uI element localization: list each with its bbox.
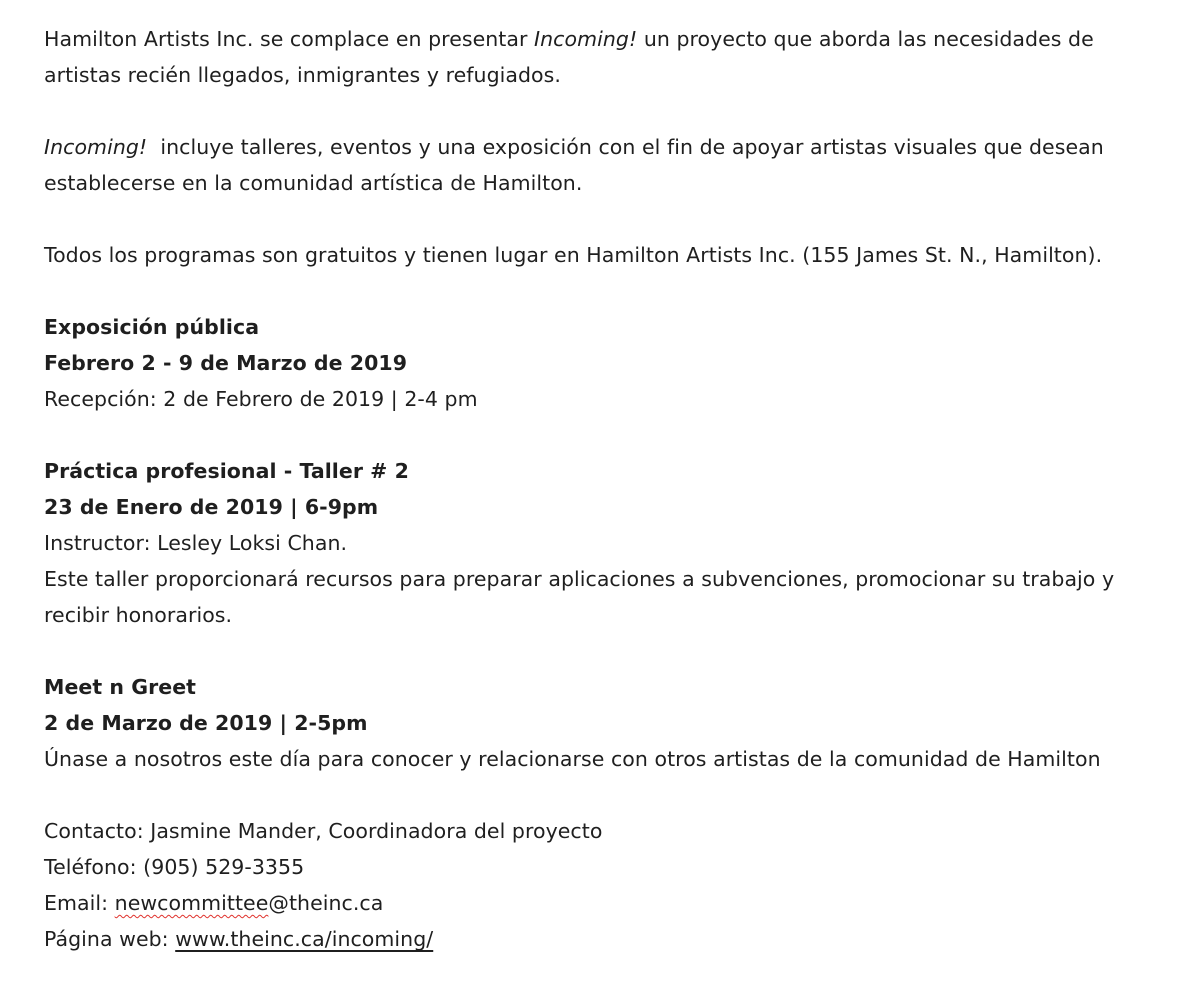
exhibition-reception: Recepción: 2 de Febrero de 2019 | 2-4 pm — [44, 387, 478, 411]
exhibition-title: Exposición pública — [44, 315, 260, 339]
email-label: Email: — [44, 891, 115, 915]
meet-title: Meet n Greet — [44, 675, 197, 699]
contact-person: Contacto: Jasmine Mander, Coordinadora del proyecto — [44, 819, 603, 843]
project-name-italic: Incoming! — [44, 135, 148, 159]
workshop-description-line: Este taller proporcionará recursos para preparar aplicaciones a subvenciones, promocionar su trabajo y — [44, 567, 1115, 591]
workshop-date: 23 de Enero de 2019 | 6-9pm — [44, 495, 379, 519]
web-link[interactable]: www.theinc.ca/incoming/ — [175, 927, 434, 951]
exhibition-dates: Febrero 2 - 9 de Marzo de 2019 — [44, 351, 408, 375]
blank-line — [44, 417, 1164, 453]
document-body — [44, 21, 1164, 957]
workshop-title: Práctica profesional - Taller # 2 — [44, 459, 409, 483]
meet-description: Únase a nosotros este día para conocer y relacionarse con otros artistas de la comunidad de Hamilton — [44, 747, 1101, 771]
intro-text: Hamilton Artists Inc. se complace en presentar — [44, 27, 535, 51]
program-paragraph-line: establecerse en la comunidad artística de Hamilton. — [44, 171, 583, 195]
web-label: Página web: — [44, 927, 176, 951]
email-user-spellcheck[interactable]: newcommittee — [114, 891, 269, 915]
blank-line — [44, 633, 1164, 669]
blank-line — [44, 93, 1164, 129]
workshop-instructor: Instructor: Lesley Loksi Chan. — [44, 531, 348, 555]
intro-text: un proyecto que aborda las necesidades de — [637, 27, 1094, 51]
intro-paragraph-line: artistas recién llegados, inmigrantes y refugiados. — [44, 63, 561, 87]
meet-date: 2 de Marzo de 2019 | 2-5pm — [44, 711, 368, 735]
project-name-italic: Incoming! — [534, 27, 638, 51]
email-domain[interactable]: @theinc.ca — [268, 891, 384, 915]
program-text: incluye talleres, eventos y una exposición con el fin de apoyar artistas visuales que desean — [147, 135, 1104, 159]
blank-line — [44, 273, 1164, 309]
contact-phone: Teléfono: (905) 529-3355 — [44, 855, 305, 879]
contact-web — [44, 921, 1164, 957]
blank-line — [44, 201, 1164, 237]
program-paragraph-line — [44, 129, 1164, 165]
workshop-description-line: recibir honorarios. — [44, 603, 233, 627]
intro-paragraph-line — [44, 21, 1164, 57]
location-paragraph: Todos los programas son gratuitos y tienen lugar en Hamilton Artists Inc. (155 James St. N., Hamilton). — [44, 243, 1103, 267]
contact-email — [44, 885, 1164, 921]
blank-line — [44, 777, 1164, 813]
